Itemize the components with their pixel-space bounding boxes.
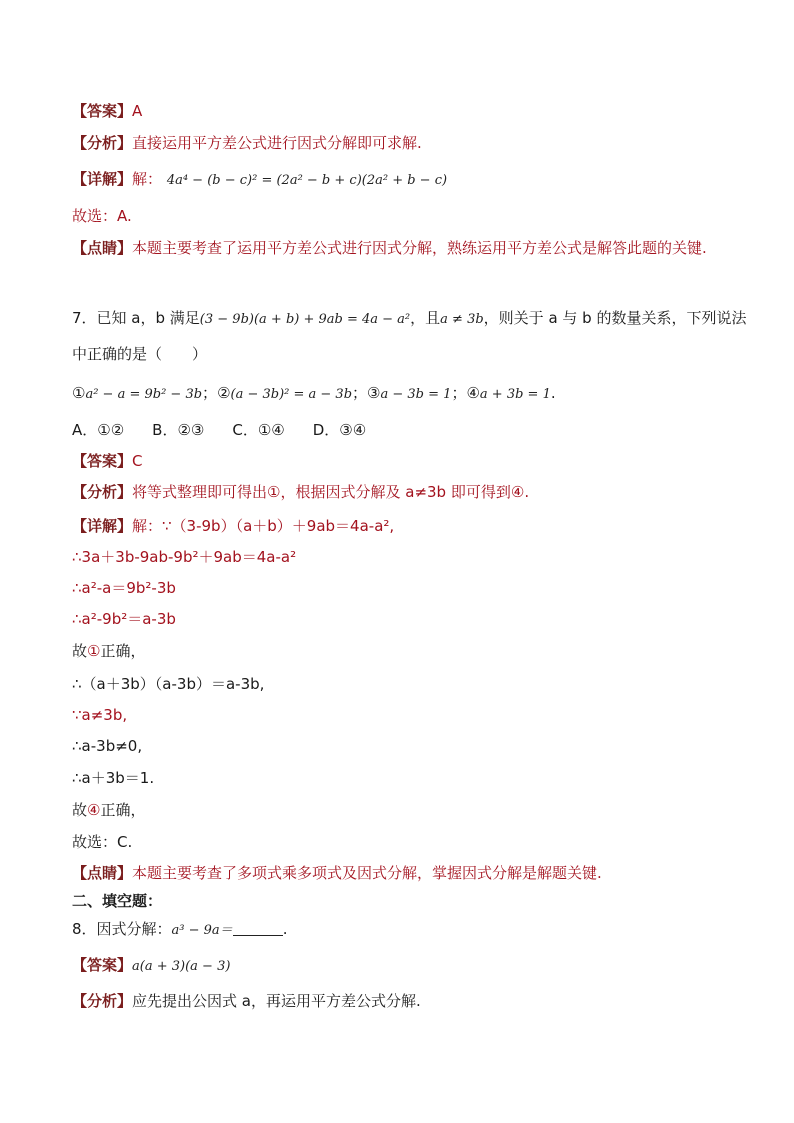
detail-tag: 【详解】	[72, 170, 133, 188]
q8-stem-end: .	[282, 920, 288, 938]
correct2-b: ④	[87, 801, 101, 819]
q6-analysis-line	[72, 132, 724, 154]
q7-stem-line1	[72, 307, 747, 331]
correct1-c: 正确，	[100, 642, 146, 660]
q7-choose-line	[72, 831, 724, 853]
statement-formula: a − 3b = 1	[380, 387, 452, 402]
statement-sep: ；	[451, 384, 467, 402]
analysis-text-d: ④	[510, 483, 525, 501]
choose-text: 故选：C.	[72, 833, 133, 851]
q8-analysis-line	[72, 990, 724, 1012]
statement-item	[367, 384, 466, 402]
q8-stem-a: 8．因式分解：	[72, 920, 172, 938]
analysis-text-e: .	[524, 483, 530, 501]
detail-step: ∴a＋3b＝1.	[72, 769, 155, 787]
q7-detail-step	[72, 704, 724, 726]
option-a: A．①②	[72, 421, 125, 439]
statement-mark: ④	[466, 384, 480, 402]
answer-tag: 【答案】	[72, 102, 133, 120]
q7-detail-step	[72, 767, 724, 789]
detail-step: ∴a²-a＝9b²-3b	[72, 579, 176, 597]
analysis-text: 直接运用平方差公式进行因式分解即可求解.	[132, 134, 422, 152]
statement-sep: .	[550, 384, 556, 402]
choose-text: 故选：A.	[72, 207, 132, 225]
correct2-c: 正确，	[100, 801, 146, 819]
q7-correct1-line	[72, 640, 724, 662]
option-b: B．②③	[152, 421, 205, 439]
correct1-a: 故	[72, 642, 88, 660]
q7-stem-b: ，且	[410, 309, 441, 327]
correct2-a: 故	[72, 801, 88, 819]
detail-step: ∴a²-9b²＝a-3b	[72, 610, 176, 628]
section-title: 二、填空题：	[72, 892, 163, 910]
detail-tag: 【详解】	[72, 517, 133, 535]
q7-detail-step	[72, 546, 724, 568]
q7-correct2-line	[72, 799, 724, 821]
q6-detail-line	[72, 168, 724, 192]
answer-value: A	[132, 102, 143, 120]
detail-prefix: 解：	[132, 170, 163, 188]
q7-answer-line	[72, 450, 724, 472]
q7-detail-step	[72, 608, 724, 630]
comment-tag: 【点睛】	[72, 239, 133, 257]
detail-step: ∵a≠3b,	[72, 706, 128, 724]
answer-tag: 【答案】	[72, 956, 133, 974]
analysis-text-b: ①	[267, 483, 281, 501]
analysis-text: 应先提出公因式 a，再运用平方差公式分解.	[132, 992, 421, 1010]
q6-answer-line	[72, 100, 724, 122]
analysis-tag: 【分析】	[72, 134, 133, 152]
q7-stem-line2	[72, 343, 724, 365]
answer-blank	[233, 921, 283, 936]
answer-value: C	[132, 452, 143, 470]
detail-step: 解：∵（3-9b）（a＋b）＋9ab＝4a-a²,	[132, 517, 395, 535]
analysis-tag: 【分析】	[72, 992, 133, 1010]
q8-answer-line	[72, 954, 724, 978]
statement-sep: ；	[352, 384, 368, 402]
statement-mark: ①	[72, 384, 86, 402]
q7-analysis-line	[72, 481, 724, 503]
answer-tag: 【答案】	[72, 452, 133, 470]
q8-stem-formula: a³ − 9a＝	[171, 923, 233, 938]
comment-text: 本题主要考查了运用平方差公式进行因式分解，熟练运用平方差公式是解答此题的关键.	[132, 239, 707, 257]
q7-detail-step	[72, 735, 724, 757]
q8-stem-line	[72, 918, 724, 942]
statement-formula: a + 3b = 1	[479, 387, 551, 402]
option-d: D．③④	[312, 421, 367, 439]
option-c: C．①④	[232, 421, 285, 439]
q6-choose-line	[72, 205, 724, 227]
statement-item	[466, 384, 555, 402]
detail-step: ∴3a＋3b-9ab-9b²＋9ab＝4a-a²	[72, 548, 297, 566]
correct1-b: ①	[87, 642, 101, 660]
comment-text: 本题主要考查了多项式乘多项式及因式分解，掌握因式分解是解题关键.	[132, 864, 602, 882]
detail-step: ∴a-3b≠0,	[72, 737, 143, 755]
analysis-tag: 【分析】	[72, 483, 133, 501]
q7-stem-cond: a ≠ 3b	[440, 312, 484, 327]
statement-mark: ②	[217, 384, 231, 402]
q6-comment-line	[72, 233, 724, 263]
answer-value: a(a + 3)(a − 3)	[132, 959, 231, 974]
q7-detail-step	[72, 673, 724, 695]
statement-sep: ；	[202, 384, 218, 402]
q7-stem-formula: (3 − 9b)(a + b) + 9ab = 4a − a²	[199, 312, 411, 327]
statement-item	[72, 384, 217, 402]
analysis-text-a: 将等式整理即可得出	[132, 483, 268, 501]
statement-formula: (a − 3b)² = a − 3b	[230, 387, 353, 402]
statement-mark: ③	[367, 384, 381, 402]
q7-stem-a: 7．已知 a，b 满足	[72, 309, 200, 327]
q7-detail-line	[72, 515, 724, 537]
q7-stem-c: ，则关于 a 与 b 的数量关系，下列说法	[483, 309, 747, 327]
q7-comment-line	[72, 862, 724, 884]
detail-step: ∴（a＋3b）（a-3b）＝a-3b,	[72, 675, 265, 693]
q7-stem-d: 中正确的是（ ）	[72, 345, 208, 363]
q7-detail-step	[72, 577, 724, 599]
detail-formula: 4a⁴ − (b − c)² = (2a² − b + c)(2a² + b − c)	[166, 173, 448, 188]
section-heading	[72, 890, 724, 912]
statement-item	[217, 384, 367, 402]
q7-options	[72, 419, 724, 441]
analysis-text-c: ，根据因式分解及 a≠3b 即可得到	[280, 483, 511, 501]
q7-statements	[72, 382, 724, 406]
statement-formula: a² − a = 9b² − 3b	[85, 387, 203, 402]
comment-tag: 【点睛】	[72, 864, 133, 882]
